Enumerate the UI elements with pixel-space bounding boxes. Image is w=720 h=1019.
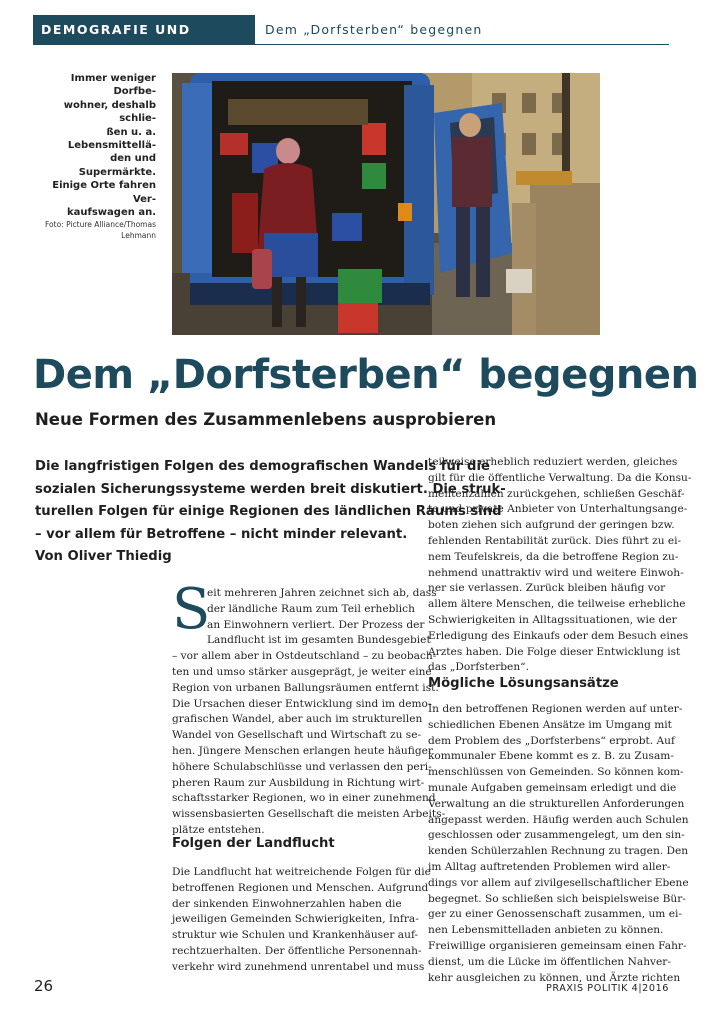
page-header <box>33 15 669 66</box>
body-line: In den betroffenen Regionen werden auf unter- <box>428 703 683 715</box>
body-line: verkehr wird zunehmend unrentabel und muss <box>172 960 425 973</box>
body-line: rechtzuerhalten. Der öffentliche Personennah- <box>172 944 422 957</box>
lead-line: sozialen Sicherungssysteme werden breit diskutiert. Die struk- <box>35 481 506 497</box>
body-line: Region von urbanen Ballungsräumen entfernt ist. <box>172 681 439 694</box>
body-line: im Alltag auftretenden Problemen wird aller- <box>428 860 671 873</box>
body-line: kommunaler Ebene kommt es z. B. zu Zusam- <box>428 750 674 763</box>
section-heading-loesungen: Mögliche Lösungsansätze <box>428 676 619 691</box>
lead-line: Die langfristigen Folgen des demografischen Wandels für die <box>35 459 490 474</box>
sales-van-photo <box>172 73 600 335</box>
body-line: betroffenen Regionen und Menschen. Aufgrund <box>172 881 429 894</box>
body-line: boten ziehen sich aufgrund der geringen bzw. <box>428 519 675 532</box>
body-line: Landflucht ist im gesamten Bundesgebiet <box>207 634 431 647</box>
lead-line: – vor allem für Betroffene – nicht minder relevant. <box>35 526 408 542</box>
body-line: – vor allem aber in Ostdeutschland – zu beobach- <box>172 650 437 663</box>
body-line: nehmend unattraktiv wird und weitere Einwoh- <box>428 566 684 579</box>
body-line: Freiwillige organisieren gemeinsam einen Fahr- <box>428 939 687 952</box>
body-line: hen. Jüngere Menschen erlangen heute häufiger <box>172 744 433 757</box>
credit-line: Foto: Picture Alliance/Thomas <box>45 220 156 230</box>
caption-line: ßen u. a. Lebensmittellä- <box>67 126 156 152</box>
caption-line: Immer weniger Dorfbe- <box>70 73 156 98</box>
caption-text <box>30 72 156 219</box>
body-line: schaftsstarker Regionen, wo in einer zunehmend <box>172 792 436 805</box>
body-line: Die Ursachen dieser Entwicklung sind im demo- <box>172 697 432 710</box>
body-line: dem Problem des „Dorfsterbens“ erprobt. Auf <box>428 734 675 747</box>
lead-paragraph <box>35 456 506 569</box>
body-line: Erledigung des Einkaufs oder dem Besuch eines <box>428 629 689 642</box>
body-line: schiedlichen Ebenen Ansätze im Umgang mit <box>428 718 672 731</box>
body-line: allem ältere Menschen, die teilweise erhebliche <box>428 598 686 611</box>
body-line: gilt für die öffentliche Verwaltung. Da die Konsu- <box>428 471 692 484</box>
body-line: nem Teufelskreis, da die betroffene Region zu- <box>428 550 679 563</box>
body-line: kenden Schülerzahlen Rechnung zu tragen. Den <box>428 845 689 858</box>
body-column-right <box>428 455 692 676</box>
drop-cap: S <box>172 577 211 642</box>
body-line: pheren Raum zur Ausbildung in Richtung wirt- <box>172 776 425 789</box>
body-line: ger zu einer Genossenschaft zusammen, um ei- <box>428 908 682 921</box>
caption-line: wohner, deshalb schlie- <box>63 99 156 125</box>
body-line: Schwierigkeiten in Alltagssituationen, wie der <box>428 613 677 626</box>
body-line: dienst, um die Lücke im öffentlichen Nahver- <box>428 955 671 968</box>
publication-info: PRAXIS POLITIK 4|2016 <box>545 983 669 994</box>
body-column-right-2 <box>428 702 689 986</box>
body-column-middle <box>172 586 446 839</box>
body-line: an Einwohnern verliert. Der Prozess der <box>207 618 425 631</box>
photo-credit <box>30 220 156 241</box>
caption-line: Einige Orte fahren Ver- <box>52 180 156 205</box>
body-line: angepasst werden. Häufig werden auch Schulen <box>428 813 689 826</box>
credit-line: Lehmann <box>121 230 156 240</box>
body-line: eit mehreren Jahren zeichnet sich ab, dass <box>207 587 437 599</box>
running-title: Dem „Dorfsterben“ begegnen <box>265 22 483 37</box>
body-line: der ländliche Raum zum Teil erheblich <box>207 602 415 615</box>
body-line: ner sie verlassen. Zurück bleiben häufig vor <box>428 582 666 595</box>
body-line: plätze entstehen. <box>172 823 265 836</box>
body-line: das „Dorfsterben“. <box>428 661 529 674</box>
body-line: nen Lebensmittelladen anbieten zu können. <box>428 924 664 937</box>
photo-caption <box>30 72 156 241</box>
body-line: Wandel von Gesellschaft und Wirtschaft zu se- <box>172 729 422 742</box>
body-column-middle-2 <box>172 865 431 976</box>
body-line: te und private Anbieter von Unterhaltungsange- <box>428 503 688 516</box>
body-line: begegnet. So schließen sich beispielsweise Bür- <box>428 892 686 905</box>
lead-line: turellen Folgen für einige Regionen des ländlichen Raums sind <box>35 504 502 520</box>
body-line: teilweise erheblich reduziert werden, gleiches <box>428 456 678 468</box>
body-line: kehr ausgleichen zu können, und Ärzte richten <box>428 971 681 984</box>
body-line: munale Aufgaben gemeinsam erledigt und die <box>428 781 677 794</box>
caption-line: den und Supermärkte. <box>78 153 156 178</box>
body-line: Die Landflucht hat weitreichende Folgen für die <box>172 866 431 878</box>
body-line: wissensbasierten Gesellschaft die meisten Arbeits- <box>172 808 446 821</box>
author-byline: Von Oliver Thiedig <box>35 549 172 565</box>
section-heading-landflucht: Folgen der Landflucht <box>172 836 335 851</box>
caption-line: kaufswagen an. <box>66 207 156 219</box>
body-line: jeweiligen Gemeinden Schwierigkeiten, Infra- <box>172 913 419 926</box>
page-number: 26 <box>34 977 54 995</box>
article-title: Dem „Dorfsterben“ begegnen <box>33 352 699 398</box>
body-line: dings vor allem auf zivilgesellschaftlicher Ebene <box>428 876 689 889</box>
body-line: grafischen Wandel, aber auch im strukturellen <box>172 713 423 726</box>
body-line: menschlüssen von Gemeinden. So können kom- <box>428 766 684 779</box>
body-line: fehlenden Rentabilität zurück. Dies führt zu ei- <box>428 534 682 547</box>
body-line: struktur wie Schulen und Krankenhäuser auf- <box>172 929 419 942</box>
body-line: ten und umso stärker ausgeprägt, je weiter eine <box>172 665 432 678</box>
body-line: Arztes haben. Die Folge dieser Entwicklung ist <box>428 645 681 658</box>
body-line: Verwaltung an die strukturellen Anforderungen <box>428 797 685 810</box>
section-label: DEMOGRAFIE UND POLITIK <box>33 15 255 44</box>
body-line: geschlossen oder zusammengelegt, um den sin- <box>428 829 685 842</box>
body-line: der sinkenden Einwohnerzahlen haben die <box>172 897 402 910</box>
body-line: höhere Schulabschlüsse und verlassen den peri- <box>172 760 432 773</box>
article-subtitle: Neue Formen des Zusammenlebens ausprobieren <box>35 410 497 429</box>
article-photo <box>172 73 600 335</box>
body-line: mentenzahlen zurückgehen, schließen Geschäf- <box>428 487 685 500</box>
